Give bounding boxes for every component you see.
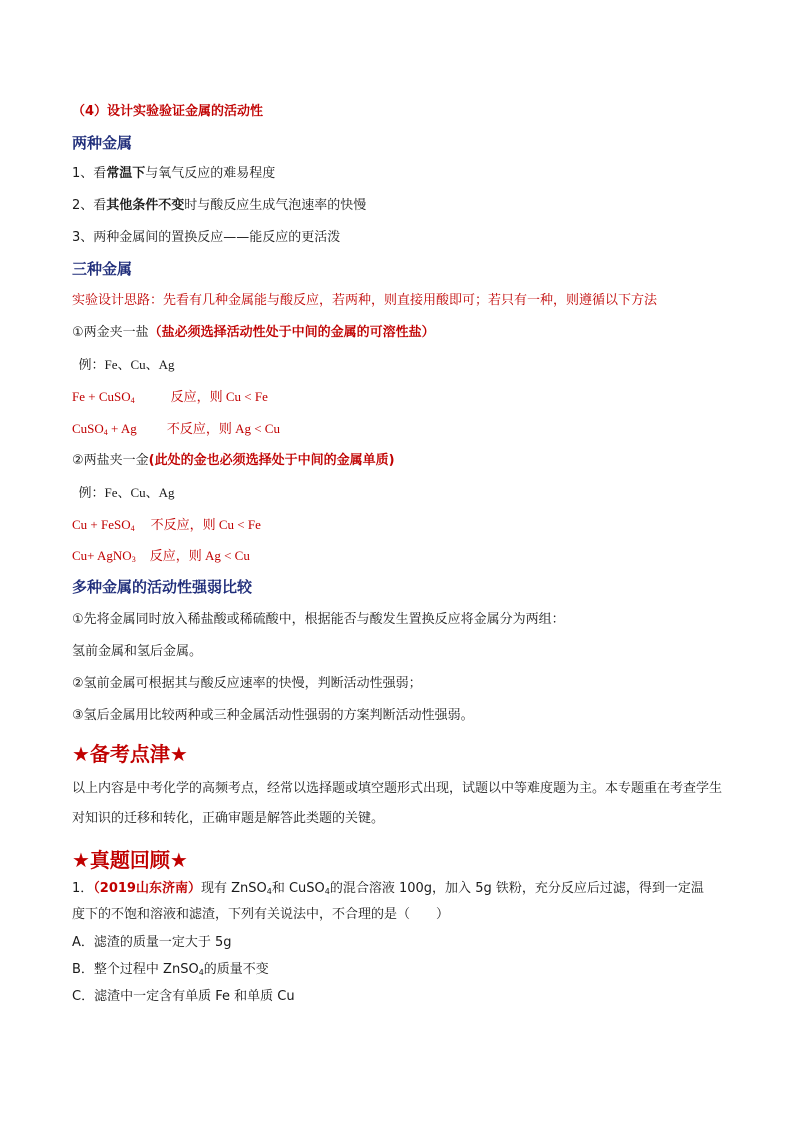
item-text: 与氧气反应的难易程度 <box>145 166 276 181</box>
question-text: 的混合溶液 100g，加入 5g 铁粉，充分反应后过滤，得到一定温 <box>329 881 704 896</box>
item-text: 2、看 <box>72 198 107 213</box>
eq-right: 反应，则 Cu < Fe <box>170 389 268 404</box>
exam-tips-title: ★备考点津★ <box>72 742 188 766</box>
example-2: 例：Fe、Cu、Ag <box>72 485 175 500</box>
question-source: （2019山东济南） <box>93 881 201 896</box>
item-bold: 其他条件不变 <box>106 198 185 213</box>
item-text: 时与酸反应生成气泡速率的快慢 <box>184 198 367 213</box>
design-idea: 实验设计思路：先看有几种金属能与酸反应，若两种，则直接用酸即可；若只有一种，则遵循以下方法 <box>72 293 658 308</box>
equation-1 <box>72 388 268 410</box>
multi-metals-heading: 多种金属的活动性强弱比较 <box>72 578 253 596</box>
eq-sub: 3 <box>131 555 136 564</box>
exam-tips-paragraph: 以上内容是中考化学的高频考点，经常以选择题或填空题形式出现，试题以中等难度题为主。本专题重在考查学生对知识的迁移和转化，正确审题是解答此类题的关键。 <box>72 781 723 826</box>
eq-right: 反应，则 Ag < Cu <box>149 548 250 563</box>
three-metals-heading: 三种金属 <box>72 260 133 278</box>
section4-title: （4）设计实验验证金属的活动性 <box>72 104 264 119</box>
eq-sub: 4 <box>103 428 108 437</box>
two-metals-item-3: 3、两种金属间的置换反应——能反应的更活泼 <box>72 230 341 245</box>
option-a: A．滤渣的质量一定大于 5g <box>72 935 232 950</box>
question-text: 现有 ZnSO <box>200 881 267 896</box>
eq-right: 不反应，则 Cu < Fe <box>150 517 261 532</box>
two-metals-heading: 两种金属 <box>72 134 133 152</box>
method-label: ①两金夹一盐 <box>72 325 149 340</box>
multi-metals-line-3: ②氢前金属可根据其与酸反应速率的快慢，判断活动性强弱； <box>72 676 422 691</box>
multi-metals-line-2: 氢前金属和氢后金属。 <box>72 644 203 659</box>
option-sub: 4 <box>198 968 204 977</box>
review-title: ★真题回顾★ <box>72 848 188 872</box>
eq-left: Cu+ AgNO <box>72 548 132 563</box>
two-metals-item-2 <box>72 197 366 215</box>
question-1-line-1 <box>72 880 704 901</box>
option-text: B．整个过程中 ZnSO <box>72 962 199 977</box>
two-metals-item-1 <box>72 165 275 183</box>
multi-metals-line-1: ①先将金属同时放入稀盐酸或稀硫酸中，根据能否与酸发生置换反应将金属分为两组： <box>72 612 565 627</box>
option-b <box>72 961 269 982</box>
eq-sub: 4 <box>130 524 135 533</box>
equation-4 <box>72 547 250 569</box>
example-1: 例：Fe、Cu、Ag <box>72 357 175 372</box>
method-label: ②两盐夹一金 <box>72 453 149 468</box>
method-2 <box>72 452 395 470</box>
eq-left: Cu + FeSO <box>72 517 131 532</box>
eq-left: + Ag <box>107 421 137 436</box>
method-note: （盐必须选择活动性处于中间的金属的可溶性盐） <box>148 325 435 340</box>
eq-sub: 4 <box>130 396 135 405</box>
question-sub: 4 <box>266 887 272 896</box>
question-number: 1． <box>72 881 94 896</box>
equation-2 <box>72 420 280 442</box>
multi-metals-line-4: ③氢后金属用比较两种或三种金属活动性强弱的方案判断活动性强弱。 <box>72 708 474 723</box>
question-1-line-2: 度下的不饱和溶液和滤渣，下列有关说法中，不合理的是（ ） <box>72 907 450 922</box>
eq-right: 不反应，则 Ag < Cu <box>166 421 280 436</box>
item-text: 1、看 <box>72 166 107 181</box>
item-bold: 常温下 <box>106 166 146 181</box>
option-text: 的质量不变 <box>203 962 269 977</box>
eq-left: Fe + CuSO <box>72 389 131 404</box>
method-1 <box>72 324 435 342</box>
question-text: 和 CuSO <box>271 881 325 896</box>
equation-3 <box>72 516 261 538</box>
option-c: C．滤渣中一定含有单质 Fe 和单质 Cu <box>72 989 295 1004</box>
method-note: (此处的金也必须选择处于中间的金属单质) <box>148 453 395 468</box>
eq-left: CuSO <box>72 421 104 436</box>
question-sub: 4 <box>324 887 330 896</box>
